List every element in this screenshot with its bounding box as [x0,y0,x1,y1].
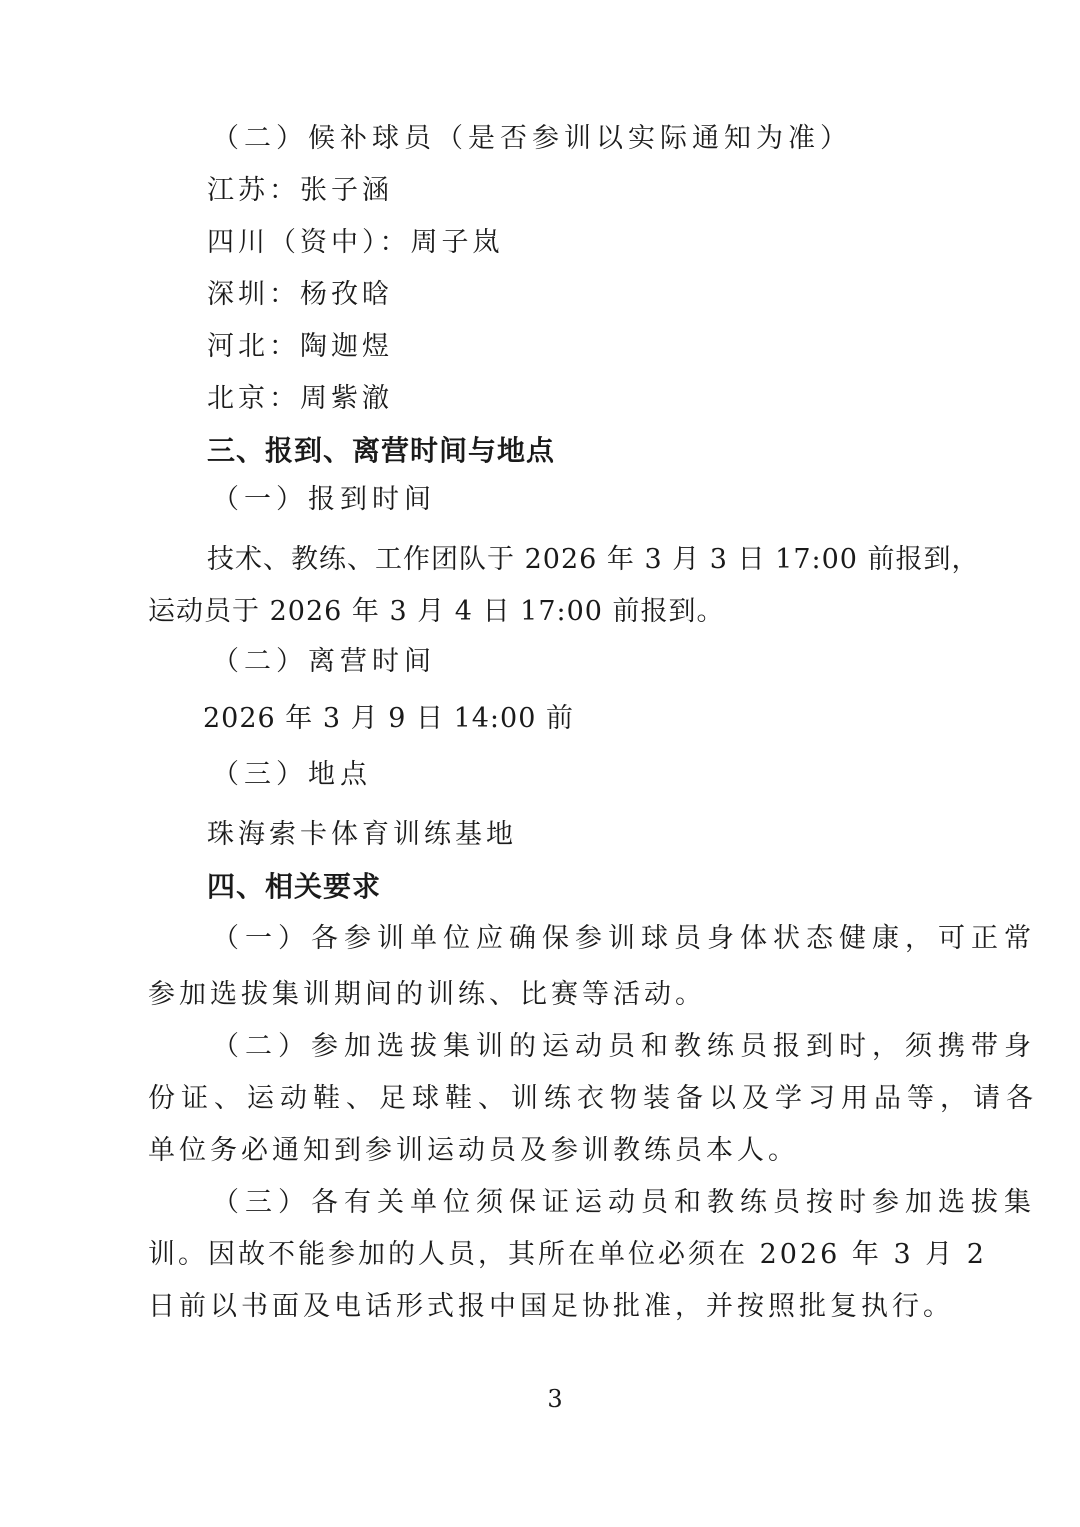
body-text-line: 份证、运动鞋、足球鞋、训练衣物装备以及学习用品等，请各 [148,1083,1039,1114]
body-text-line: 训。因故不能参加的人员，其所在单位必须在 2026 年 3 月 2 [148,1239,987,1270]
section-heading-3: 三、报到、离营时间与地点 [207,434,556,467]
body-text-line: 日前以书面及电话形式报中国足协批准，并按照批复执行。 [148,1291,954,1322]
body-text-line: 单位务必通知到参训运动员及参训教练员本人。 [148,1135,799,1166]
player-line: 江苏：张子涵 [207,175,393,206]
body-text-line: 参加选拔集训期间的训练、比赛等活动。 [148,979,706,1010]
body-text-line: （三）各有关单位须保证运动员和教练员按时参加选拔集 [212,1187,1037,1218]
body-text-line: 技术、教练、工作团队于 2026 年 3 月 3 日 17:00 前报到， [207,544,980,575]
page-number: 3 [547,1385,563,1413]
body-text-line: 运动员于 2026 年 3 月 4 日 17:00 前报到。 [148,596,725,627]
body-text-line: （二）参加选拔集训的运动员和教练员报到时，须携带身 [212,1031,1037,1062]
player-line: 深圳：杨孜晗 [207,279,393,310]
player-line: 北京：周紫澈 [207,383,393,414]
subheading-report-time: （一）报到时间 [212,484,436,515]
subheading-location: （三）地点 [212,759,372,790]
body-text-line: 2026 年 3 月 9 日 14:00 前 [203,703,574,734]
section-heading-4: 四、相关要求 [207,870,382,903]
body-text-line: 珠海索卡体育训练基地 [207,819,517,850]
player-line: 河北：陶迦煜 [207,331,393,362]
player-line: 四川（资中）：周子岚 [207,227,504,258]
body-text-line: （一）各参训单位应确保参训球员身体状态健康，可正常 [212,923,1037,954]
subheading-substitute-players: （二）候补球员（是否参训以实际通知为准） [212,123,852,154]
subheading-departure-time: （二）离营时间 [212,646,436,677]
